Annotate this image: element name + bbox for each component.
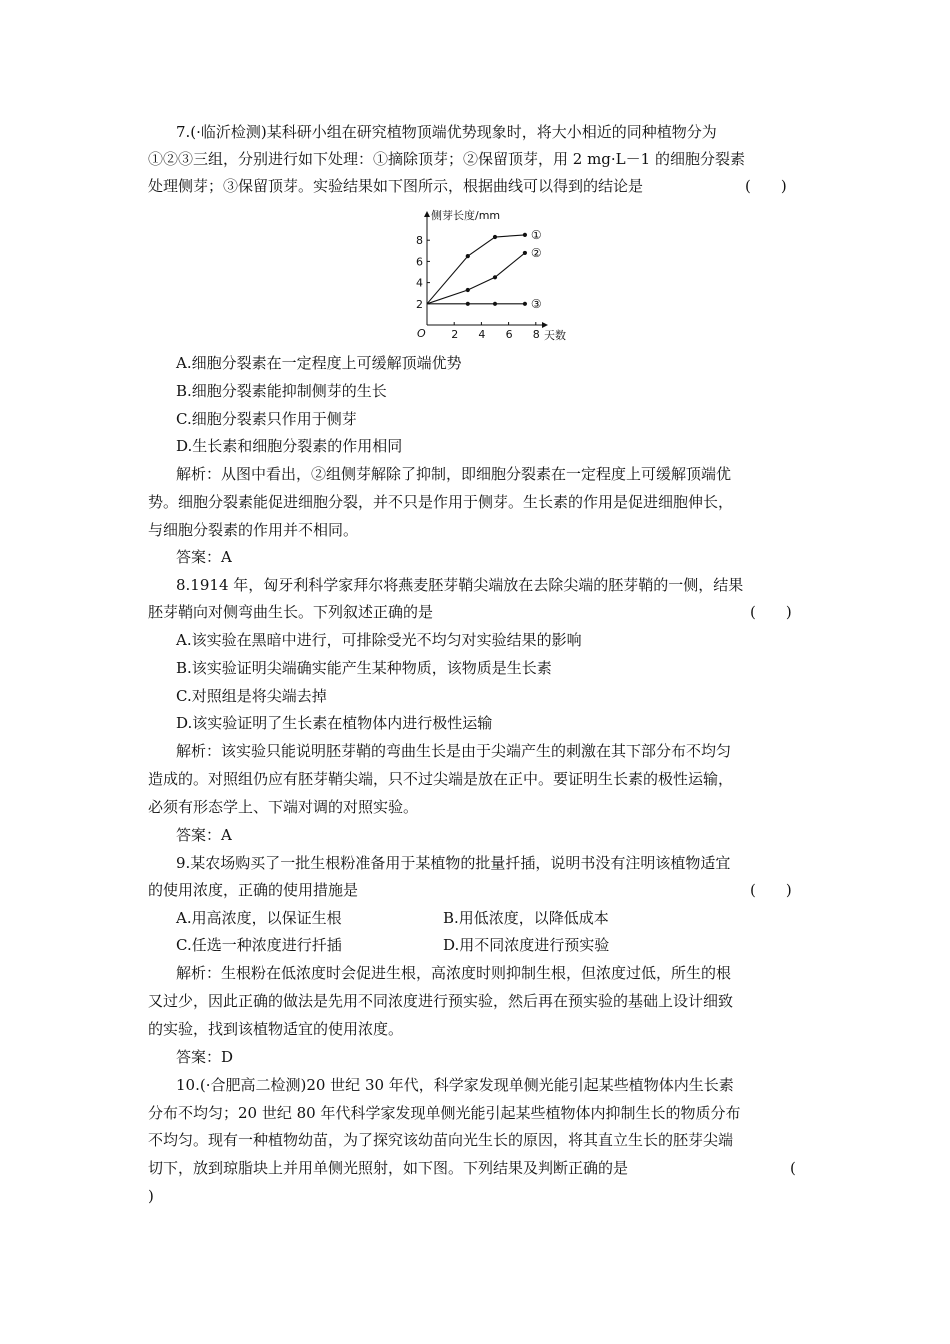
q8-answer: 答案：A <box>176 826 232 844</box>
q7-stem-line-2: ①②③三组，分别进行如下处理：①摘除顶芽；②保留顶芽，用 2 mg·L－1 的细胞分裂素 <box>148 150 745 168</box>
x-tick-label: 8 <box>532 328 540 341</box>
data-point <box>493 235 497 239</box>
x-tick-label: 6 <box>505 328 513 341</box>
q10-paren-close: ) <box>148 1187 154 1205</box>
data-point <box>466 254 470 258</box>
q9-stem-line-1: 9.某农场购买了一批生根粉准备用于某植物的批量扦插，说明书没有注明该植物适宜 <box>176 854 731 872</box>
x-tick-label: 2 <box>451 328 459 341</box>
series-label: ② <box>530 245 542 260</box>
q8-option-b: B.该实验证明尖端确实能产生某种物质，该物质是生长素 <box>176 659 552 677</box>
q7-stem-line-1: 7.(·临沂检测)某科研小组在研究植物顶端优势现象时，将大小相近的同种植物分为 <box>176 123 717 141</box>
q9-option-c: C.任选一种浓度进行扦插 <box>176 936 342 954</box>
q8-explanation-line-3: 必须有形态学上、下端对调的对照实验。 <box>148 798 419 816</box>
series-line <box>427 235 525 304</box>
q7-stem-line-3: 处理侧芽；③保留顶芽。实验结果如下图所示，根据曲线可以得到的结论是 <box>148 177 644 195</box>
q7-explanation-line-2: 势。细胞分裂素能促进细胞分裂，并不只是作用于侧芽。生长素的作用是促进细胞伸长， <box>148 493 734 511</box>
q9-option-b: B.用低浓度，以降低成本 <box>443 909 609 927</box>
q9-explanation-line-2: 又过少，因此正确的做法是先用不同浓度进行预实验，然后再在预实验的基础上设计细致 <box>148 992 734 1010</box>
q8-stem-line-1: 8.1914 年，匈牙利科学家拜尔将燕麦胚芽鞘尖端放在去除尖端的胚芽鞘的一侧，结果 <box>176 576 744 594</box>
q8-option-c: C.对照组是将尖端去掉 <box>176 687 327 705</box>
series-label: ① <box>530 227 542 242</box>
data-point <box>466 302 470 306</box>
q7-option-c: C.细胞分裂素只作用于侧芽 <box>176 410 357 428</box>
series-line <box>427 253 525 304</box>
origin-label: O <box>417 327 426 340</box>
series-label: ③ <box>530 296 542 311</box>
q9-explanation-line-1: 解析：生根粉在低浓度时会促进生根，高浓度时则抑制生根，但浓度过低，所生的根 <box>176 964 732 982</box>
q9-option-d: D.用不同浓度进行预实验 <box>443 936 610 954</box>
q10-stem-line-2: 分布不均匀；20 世纪 80 年代科学家发现单侧光能引起某些植物体内抑制生长的物质分布 <box>148 1104 741 1122</box>
y-tick-label: 2 <box>416 297 423 311</box>
q10-stem-line-3: 不均匀。现有一种植物幼苗，为了探究该幼苗向光生长的原因，将其直立生长的胚芽尖端 <box>148 1131 734 1149</box>
data-point <box>466 288 470 292</box>
x-axis-label: 天数 <box>544 329 566 342</box>
q7-line-chart <box>400 204 585 344</box>
q9-answer-paren: ( ) <box>750 881 792 899</box>
q7-answer: 答案：A <box>176 548 232 566</box>
data-point <box>523 233 527 237</box>
q8-stem-line-2: 胚芽鞘向对侧弯曲生长。下列叙述正确的是 <box>148 603 434 621</box>
q8-answer-paren: ( ) <box>750 603 792 621</box>
y-axis-label: 侧芽长度/mm <box>431 209 501 222</box>
q8-explanation-line-1: 解析：该实验只能说明胚芽鞘的弯曲生长是由于尖端产生的刺激在其下部分布不均匀 <box>176 742 732 760</box>
y-tick-label: 6 <box>416 255 423 269</box>
q8-option-a: A.该实验在黑暗中进行，可排除受光不均匀对实验结果的影响 <box>176 631 582 649</box>
q10-paren-open: ( <box>790 1159 796 1177</box>
q9-stem-line-2: 的使用浓度，正确的使用措施是 <box>148 881 359 899</box>
q7-explanation-line-3: 与细胞分裂素的作用并不相同。 <box>148 521 359 539</box>
q8-option-d: D.该实验证明了生长素在植物体内进行极性运输 <box>176 714 493 732</box>
q9-answer: 答案：D <box>176 1048 234 1066</box>
q7-option-b: B.细胞分裂素能抑制侧芽的生长 <box>176 382 387 400</box>
x-tick-label: 4 <box>478 328 486 341</box>
data-point <box>493 302 497 306</box>
q8-explanation-line-2: 造成的。对照组仍应有胚芽鞘尖端，只不过尖端是放在正中。要证明生长素的极性运输， <box>148 770 734 788</box>
data-point <box>523 251 527 255</box>
y-tick-label: 8 <box>416 234 423 248</box>
q9-explanation-line-3: 的实验，找到该植物适宜的使用浓度。 <box>148 1020 404 1038</box>
q10-stem-line-4: 切下，放到琼脂块上并用单侧光照射，如下图。下列结果及判断正确的是 <box>148 1159 629 1177</box>
q7-answer-paren: ( ) <box>745 177 787 195</box>
q7-explanation-line-1: 解析：从图中看出，②组侧芽解除了抑制，即细胞分裂素在一定程度上可缓解顶端优 <box>176 465 732 483</box>
data-point <box>523 302 527 306</box>
q10-stem-line-1: 10.(·合肥高二检测)20 世纪 30 年代，科学家发现单侧光能引起某些植物体内生长素 <box>176 1076 734 1094</box>
q7-option-a: A.细胞分裂素在一定程度上可缓解顶端优势 <box>176 354 462 372</box>
q9-option-a: A.用高浓度，以保证生根 <box>176 909 342 927</box>
q7-option-d: D.生长素和细胞分裂素的作用相同 <box>176 437 403 455</box>
data-point <box>493 275 497 279</box>
y-tick-label: 4 <box>416 276 423 290</box>
